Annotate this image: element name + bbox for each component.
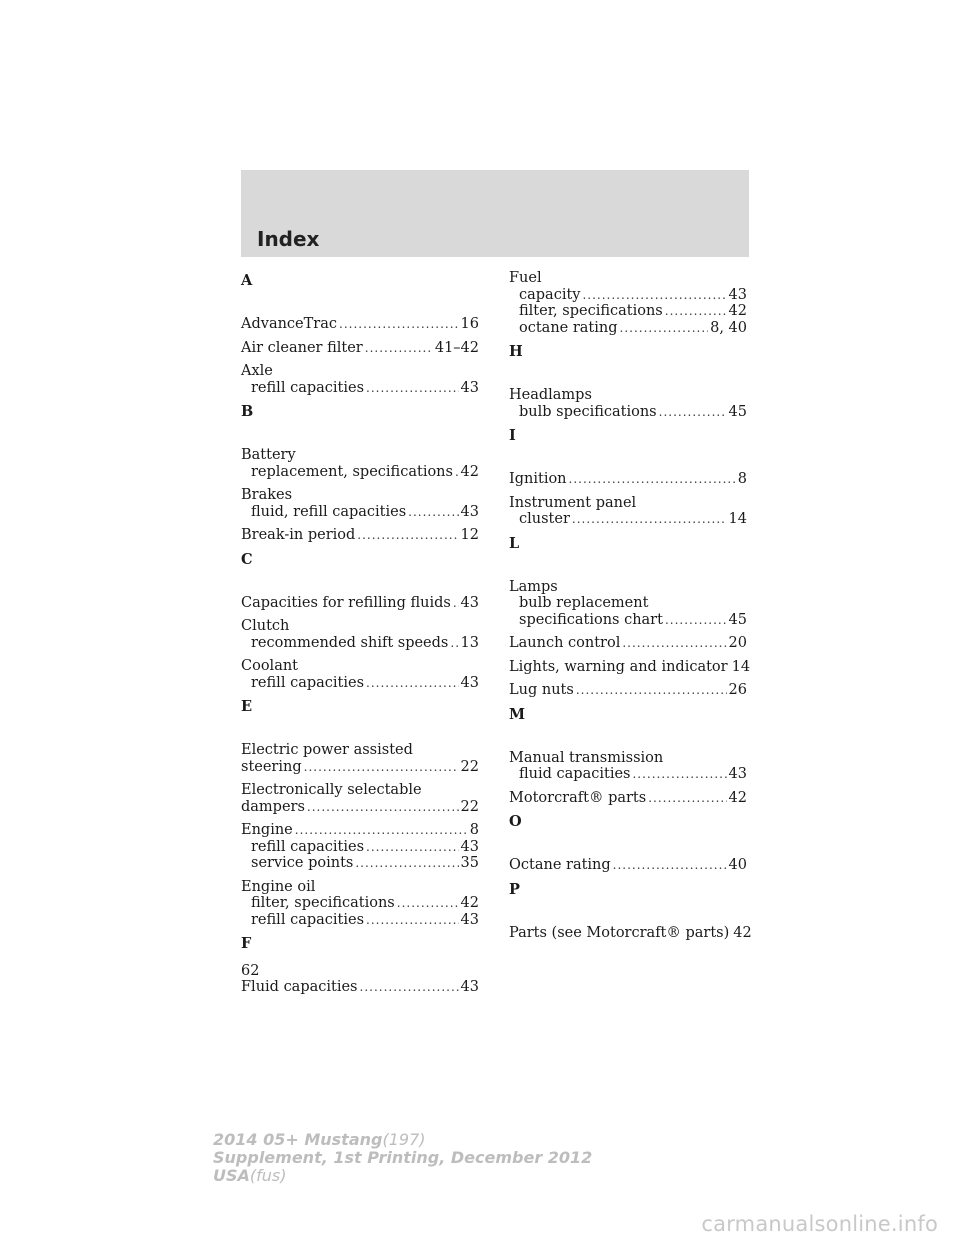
page-title: Index — [257, 227, 320, 251]
dot-leader — [622, 635, 726, 652]
index-entry-line — [241, 447, 479, 464]
footer-market-code: (fus) — [249, 1166, 287, 1185]
entry-label: fluid capacities — [519, 766, 631, 782]
entry-label: Engine oil — [241, 878, 316, 895]
dot-leader — [455, 464, 459, 481]
entry-page-ref: 8 — [737, 471, 747, 487]
entry-label: dampers — [241, 798, 305, 815]
entry-page-ref: 43 — [460, 594, 479, 611]
footer-page-ref: (197) — [382, 1130, 426, 1149]
index-entry — [241, 979, 479, 996]
entry-page-ref: 43 — [460, 911, 479, 928]
entry-page-ref: 35 — [460, 855, 479, 871]
index-entry — [241, 363, 479, 396]
index-letter-heading: A — [241, 272, 253, 289]
index-subentry — [509, 612, 747, 629]
entry-label: refill capacities — [251, 379, 365, 396]
index-entry — [509, 471, 747, 488]
entry-page-ref: 42 — [460, 463, 479, 480]
entry-label: replacement, specifications — [251, 463, 453, 480]
entry-page-ref: 12 — [460, 527, 479, 543]
index-letter-heading: P — [509, 880, 520, 898]
entry-label: Fluid capacities — [241, 979, 358, 995]
index-column-right — [509, 270, 752, 948]
index-subentry — [509, 287, 747, 304]
index-entry-line — [241, 799, 479, 816]
footer-line-2: Supplement, 1st Printing, December 2012 — [213, 1148, 593, 1167]
index-letter-heading: C — [241, 550, 253, 568]
index-letter-heading: E — [241, 698, 253, 715]
entry-label: refill capacities — [251, 674, 365, 691]
entry-page-ref: 20 — [728, 635, 747, 651]
page-number: 62 — [241, 963, 260, 979]
entry-page-ref: 22 — [460, 758, 479, 775]
index-entry — [241, 782, 479, 815]
entry-label: Octane rating — [509, 857, 611, 873]
entry-label: specifications chart — [519, 611, 663, 628]
index-subentry — [241, 839, 479, 856]
entry-label: refill capacities — [251, 911, 365, 928]
index-entry-line — [509, 635, 747, 652]
dot-leader — [360, 979, 459, 996]
dot-leader — [357, 527, 458, 544]
entry-page-ref: 26 — [728, 682, 747, 698]
index-entry-line — [509, 682, 747, 699]
index-entry-line — [509, 790, 747, 807]
entry-label: recommended shift speeds — [251, 634, 449, 651]
index-entry-line — [241, 340, 479, 357]
index-subentry — [509, 766, 747, 783]
index-entry-line — [241, 822, 479, 839]
entry-label: Instrument panel — [509, 494, 637, 511]
entry-label: Launch control — [509, 635, 621, 651]
footer-model: 2014 05+ Mustang — [213, 1130, 383, 1149]
dot-leader — [569, 471, 736, 488]
dot-leader — [339, 316, 459, 333]
index-entry-line — [509, 495, 747, 512]
entry-page-ref: 40 — [728, 857, 747, 873]
index-subentry — [241, 912, 479, 929]
entry-label: Ignition — [509, 471, 567, 487]
entry-page-ref: 43 — [728, 766, 747, 782]
index-entry-line — [509, 270, 747, 287]
index-entry — [509, 495, 747, 528]
index-entry-line — [241, 759, 479, 776]
entry-label: Coolant — [241, 658, 299, 674]
index-entry-line — [241, 618, 479, 635]
index-entry — [241, 316, 479, 333]
index-entry — [509, 790, 747, 807]
index-subentry — [241, 380, 479, 397]
dot-leader — [365, 340, 433, 357]
entry-label: refill capacities — [251, 838, 365, 855]
dot-leader — [665, 303, 727, 320]
entry-label: Capacities for refilling fluids — [241, 594, 451, 611]
index-subentry — [241, 464, 479, 481]
index-letter-heading: L — [509, 534, 520, 552]
entry-label: Parts (see Motorcraft® parts) — [509, 924, 730, 941]
entry-label: Fuel — [509, 270, 542, 286]
index-entry-line — [241, 316, 479, 333]
entry-label: fluid, refill capacities — [251, 503, 407, 520]
index-letter-heading: H — [509, 343, 523, 360]
index-entry — [509, 635, 747, 652]
index-entry-line — [241, 527, 479, 544]
entry-label: steering — [241, 758, 302, 775]
entry-page-ref: 43 — [460, 838, 479, 855]
entry-page-ref: 43 — [460, 674, 479, 691]
entry-page-ref: 14 — [728, 511, 747, 527]
dot-leader — [366, 675, 459, 692]
entry-page-ref: 43 — [460, 979, 479, 995]
index-entry — [509, 270, 747, 336]
dot-leader — [648, 790, 726, 807]
index-letter-heading: B — [241, 403, 254, 420]
entry-label: Manual transmission — [509, 749, 664, 766]
index-subentry — [241, 504, 479, 521]
entry-label: service points — [251, 855, 354, 871]
entry-page-ref: 8 — [469, 822, 479, 838]
index-subentry — [509, 595, 747, 612]
index-entry — [241, 595, 479, 612]
entry-label: Electronically selectable — [241, 782, 422, 798]
entry-page-ref: 13 — [460, 634, 479, 651]
index-entry — [509, 579, 747, 629]
index-letter-heading: I — [509, 427, 516, 444]
index-entry-line — [509, 857, 747, 874]
footer-market: USA — [213, 1166, 250, 1185]
index-entry — [241, 487, 479, 520]
index-entry-line — [241, 979, 479, 996]
index-entry-line — [509, 471, 747, 488]
entry-page-ref: 8, 40 — [710, 319, 747, 336]
index-entry-line — [241, 742, 479, 759]
footer-line-3 — [213, 1167, 592, 1185]
index-entry-line — [509, 750, 747, 767]
index-entry — [241, 340, 479, 357]
index-entry — [241, 618, 479, 651]
dot-leader — [408, 504, 458, 521]
dot-leader — [307, 799, 459, 816]
entry-label: Clutch — [241, 618, 290, 634]
entry-label: filter, specifications — [519, 303, 663, 319]
index-subentry — [241, 635, 479, 652]
dot-leader — [613, 857, 727, 874]
index-entry-line — [241, 658, 479, 675]
index-header-band — [241, 170, 749, 257]
entry-page-ref: 45 — [728, 611, 747, 628]
index-subentry — [241, 855, 479, 872]
index-subentry — [241, 895, 479, 912]
entry-page-ref: 45 — [728, 403, 747, 420]
index-entry-line — [509, 924, 752, 942]
entry-label: Axle — [241, 363, 273, 379]
dot-leader — [366, 839, 459, 856]
footer-line-1 — [213, 1131, 592, 1149]
index-entry — [241, 527, 479, 544]
dot-leader — [572, 511, 727, 528]
index-letter-heading: F — [241, 935, 252, 952]
entry-label: Engine — [241, 822, 293, 838]
dot-leader — [450, 635, 458, 652]
index-subentry — [509, 303, 747, 320]
entry-label: AdvanceTrac — [241, 316, 337, 332]
entry-label: bulb specifications — [519, 403, 657, 420]
entry-page-ref: 42 — [728, 789, 747, 806]
entry-label: Lamps — [509, 578, 558, 595]
entry-page-ref: 43 — [460, 379, 479, 396]
entry-label: Air cleaner filter — [241, 339, 363, 356]
index-entry — [509, 857, 747, 874]
index-entry — [241, 742, 479, 775]
dot-leader — [397, 895, 459, 912]
index-entry — [241, 879, 479, 929]
dot-leader — [620, 320, 709, 337]
index-subentry — [509, 511, 747, 528]
entry-label: Lights, warning and indicator — [509, 658, 728, 675]
dot-leader — [366, 912, 459, 929]
entry-page-ref: 41–42 — [434, 339, 479, 356]
entry-label: octane rating — [519, 319, 618, 336]
dot-leader — [659, 404, 727, 421]
index-entry — [509, 658, 751, 676]
entry-page-ref: 16 — [460, 316, 479, 332]
index-letter-heading: M — [509, 705, 526, 723]
entry-label: Lug nuts — [509, 682, 574, 698]
index-entry-line — [509, 579, 747, 596]
dot-leader — [665, 612, 727, 629]
index-entry — [509, 750, 747, 783]
index-entry-line — [509, 658, 751, 676]
entry-label: Brakes — [241, 487, 293, 503]
index-entry-line — [509, 387, 747, 404]
index-subentry — [241, 675, 479, 692]
index-entry-line — [241, 782, 479, 799]
index-subentry — [509, 320, 747, 337]
index-column-left — [241, 270, 479, 1003]
index-entry — [241, 658, 479, 691]
entry-label: Break-in period — [241, 527, 356, 543]
entry-label: Motorcraft® parts — [509, 789, 647, 806]
entry-page-ref: 22 — [460, 798, 479, 815]
index-entry-line — [241, 879, 479, 896]
index-entry — [509, 924, 752, 942]
index-letter-heading: O — [509, 813, 522, 830]
index-entry-line — [241, 363, 479, 380]
entry-page-ref: 42 — [733, 924, 752, 941]
index-entry-line — [241, 487, 479, 504]
dot-leader — [576, 682, 727, 699]
dot-leader — [632, 766, 726, 783]
entry-page-ref: 42 — [460, 895, 479, 911]
dot-leader — [295, 822, 468, 839]
entry-label: Headlamps — [509, 387, 592, 403]
entry-label: filter, specifications — [251, 895, 395, 911]
dot-leader — [582, 287, 726, 304]
dot-leader — [366, 380, 459, 397]
index-entry-line — [241, 595, 479, 612]
index-entry — [509, 387, 747, 420]
dot-leader — [304, 759, 459, 776]
index-entry — [241, 447, 479, 480]
entry-label: Electric power assisted — [241, 742, 413, 758]
watermark-link[interactable]: carmanualsonline.info — [701, 1212, 938, 1236]
index-entry — [509, 682, 747, 699]
entry-page-ref: 43 — [728, 286, 747, 303]
entry-label: bulb replacement — [519, 595, 649, 611]
print-footer — [213, 1131, 592, 1185]
dot-leader — [355, 855, 458, 872]
entry-page-ref: 14 — [731, 658, 751, 675]
index-subentry — [509, 404, 747, 421]
dot-leader — [453, 595, 459, 612]
entry-label: cluster — [519, 511, 570, 527]
entry-page-ref: 43 — [460, 503, 479, 520]
entry-label: Battery — [241, 447, 296, 463]
index-entry — [241, 822, 479, 872]
entry-label: capacity — [519, 286, 581, 303]
entry-page-ref: 42 — [728, 303, 747, 319]
